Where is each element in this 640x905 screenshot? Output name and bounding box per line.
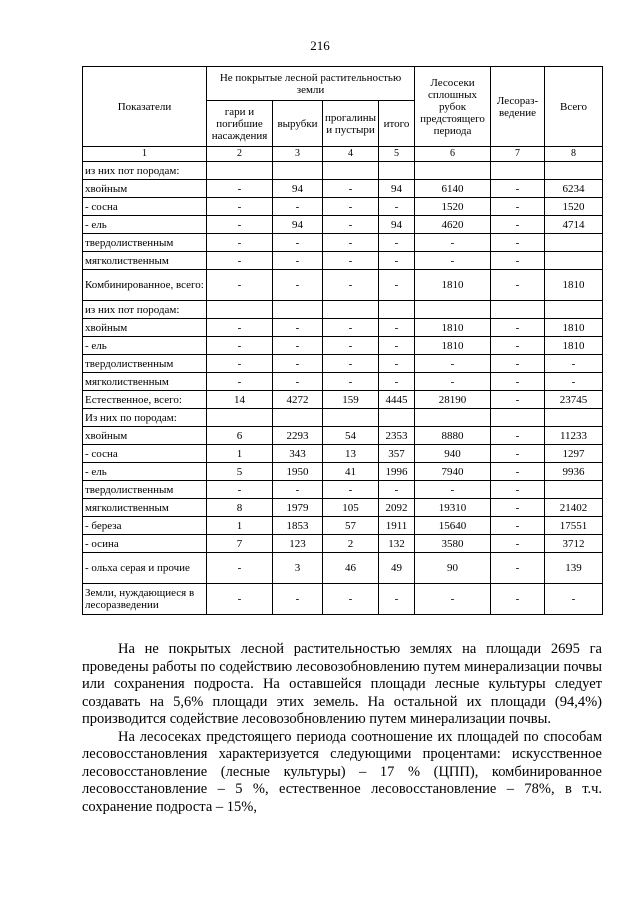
header-clearcuts: Лесосеки сплошных рубок предстоящего периода [415, 67, 491, 147]
table-cell: 6140 [415, 180, 491, 198]
table-cell: 1810 [415, 270, 491, 301]
table-cell: 7 [207, 535, 273, 553]
table-cell: - [379, 198, 415, 216]
table-cell: - [323, 234, 379, 252]
table-cell: - [207, 252, 273, 270]
table-cell: - [379, 481, 415, 499]
table-cell: - [379, 355, 415, 373]
table-cell: 54 [323, 427, 379, 445]
table-cell: 17551 [545, 517, 603, 535]
table-row [83, 517, 603, 535]
table-cell: - [379, 234, 415, 252]
table-row [83, 234, 603, 252]
table-cell: - [415, 373, 491, 391]
column-number: 3 [273, 147, 323, 162]
table-cell: - [273, 584, 323, 615]
paragraph: На не покрытых лесной растительностью землях на площади 2695 га проведены работы по содействию лесовозобновлению путем минерализации почвы или сохранения подроста. На оставшейся площади лесные культуры следует создавать на 5,6% площади этих земель. На остальной их площади (94,4%) производится содействие лесовозобновлению путем минерализации почвы. [82, 641, 602, 727]
table-cell: - [207, 234, 273, 252]
table-cell [491, 301, 545, 319]
table-cell [545, 481, 603, 499]
table-cell: - [491, 481, 545, 499]
table-cell: - [491, 198, 545, 216]
table-cell: 19310 [415, 499, 491, 517]
table-cell: 11233 [545, 427, 603, 445]
table-row [83, 198, 603, 216]
table-row [83, 162, 603, 180]
table-cell: - [415, 234, 491, 252]
table-cell: - [379, 373, 415, 391]
table-cell: - [207, 553, 273, 584]
table-cell: - [323, 481, 379, 499]
table-cell: 28190 [415, 391, 491, 409]
table-cell: 8880 [415, 427, 491, 445]
row-label: - ольха серая и прочие [83, 553, 207, 584]
table-cell: - [273, 198, 323, 216]
table-cell: 132 [379, 535, 415, 553]
column-number: 8 [545, 147, 603, 162]
table-cell: - [273, 234, 323, 252]
table-cell: - [491, 216, 545, 234]
table-cell: 7940 [415, 463, 491, 481]
table-cell: - [323, 319, 379, 337]
table-cell: 1810 [415, 319, 491, 337]
row-label: - ель [83, 337, 207, 355]
table-cell: 1 [207, 517, 273, 535]
header-forest-breeding: Лесораз-ведение [491, 67, 545, 147]
table-row [83, 270, 603, 301]
table-row [83, 553, 603, 584]
table-cell: 90 [415, 553, 491, 584]
table-cell: - [545, 373, 603, 391]
table-cell [207, 162, 273, 180]
table-cell [379, 409, 415, 427]
row-label: - ель [83, 216, 207, 234]
row-label: из них пот породам: [83, 301, 207, 319]
table-cell [323, 301, 379, 319]
table-row [83, 373, 603, 391]
table-row [83, 445, 603, 463]
table-cell [415, 301, 491, 319]
table-cell: - [207, 373, 273, 391]
table-cell: - [415, 584, 491, 615]
table-row [83, 216, 603, 234]
table-cell: 1950 [273, 463, 323, 481]
table-row [83, 301, 603, 319]
table-cell: 1520 [415, 198, 491, 216]
row-label: - сосна [83, 198, 207, 216]
table-cell: - [207, 584, 273, 615]
table-row [83, 499, 603, 517]
table-cell: - [207, 481, 273, 499]
table-cell: - [379, 337, 415, 355]
table-cell: - [273, 319, 323, 337]
table-cell: - [323, 270, 379, 301]
row-label: Из них по породам: [83, 409, 207, 427]
table-cell: - [491, 270, 545, 301]
table-cell: - [491, 517, 545, 535]
row-label: Комбинированное, всего: [83, 270, 207, 301]
table-cell [545, 252, 603, 270]
column-number: 2 [207, 147, 273, 162]
table-cell: - [491, 373, 545, 391]
table-row [83, 584, 603, 615]
table-cell: - [491, 584, 545, 615]
table-cell: 1810 [545, 270, 603, 301]
table-cell: - [207, 180, 273, 198]
page-number: 216 [310, 38, 330, 53]
table-cell: 4620 [415, 216, 491, 234]
table-cell: 3 [273, 553, 323, 584]
table-row [83, 463, 603, 481]
table-cell: - [323, 373, 379, 391]
table-cell: 14 [207, 391, 273, 409]
table-cell [273, 162, 323, 180]
table-cell: 21402 [545, 499, 603, 517]
table-cell: 49 [379, 553, 415, 584]
header-burned: гари и погибшие насаждения [207, 101, 273, 147]
table-cell: 357 [379, 445, 415, 463]
table-cell: 8 [207, 499, 273, 517]
table-cell: - [491, 535, 545, 553]
table-cell: 46 [323, 553, 379, 584]
table-cell: - [323, 355, 379, 373]
table-cell: 123 [273, 535, 323, 553]
table-cell [491, 162, 545, 180]
row-label: хвойным [83, 427, 207, 445]
table-cell: - [323, 584, 379, 615]
table-cell: 13 [323, 445, 379, 463]
table-cell: 139 [545, 553, 603, 584]
table-cell: - [323, 198, 379, 216]
table-cell: - [545, 584, 603, 615]
table-cell: 1810 [545, 337, 603, 355]
table-cell: - [207, 355, 273, 373]
table-cell [379, 301, 415, 319]
table-cell: 1520 [545, 198, 603, 216]
header-not-covered: Не покрытые лесной растительностью земли [207, 67, 415, 101]
paragraph: На лесосеках предстоящего периода соотношение их площадей по способам лесовосстановления характеризуется следующими процентами: искусственное лесовосстановление (лесные культуры) – 17 % (ЦПП), комбинированное лесовосстановление – 5 %, естественное лесовосстановление – 78%, в т.ч. сохранение подроста – 15%, [82, 728, 602, 815]
table-row [83, 180, 603, 198]
table-cell: - [273, 481, 323, 499]
row-label: мягколиственным [83, 499, 207, 517]
table-row [83, 355, 603, 373]
table-cell: 94 [273, 216, 323, 234]
table-cell: - [491, 252, 545, 270]
table-cell [415, 409, 491, 427]
row-label: Естественное, всего: [83, 391, 207, 409]
row-label: - ель [83, 463, 207, 481]
table-cell: 1853 [273, 517, 323, 535]
table-row [83, 337, 603, 355]
table-cell: 94 [379, 216, 415, 234]
table-cell: - [491, 463, 545, 481]
table-cell: - [273, 252, 323, 270]
row-label: хвойным [83, 180, 207, 198]
table-cell [545, 409, 603, 427]
row-label: из них пот породам: [83, 162, 207, 180]
body-text [82, 641, 602, 816]
table-cell [207, 301, 273, 319]
row-label: мягколиственным [83, 252, 207, 270]
table-cell: 343 [273, 445, 323, 463]
column-number: 1 [83, 147, 207, 162]
table-cell: - [379, 584, 415, 615]
table-cell: 3580 [415, 535, 491, 553]
row-label: - береза [83, 517, 207, 535]
table-cell: 1810 [415, 337, 491, 355]
table-cell: - [545, 355, 603, 373]
table-cell: - [273, 373, 323, 391]
column-number: 4 [323, 147, 379, 162]
table-cell: - [491, 180, 545, 198]
table-cell: - [491, 427, 545, 445]
table-cell [491, 409, 545, 427]
table-cell [273, 301, 323, 319]
table-cell: 9936 [545, 463, 603, 481]
table-cell: 1996 [379, 463, 415, 481]
table-cell: - [415, 355, 491, 373]
reforestation-table [82, 66, 603, 615]
table-cell: 1 [207, 445, 273, 463]
table-cell: 15640 [415, 517, 491, 535]
table-cell [273, 409, 323, 427]
table-row [83, 481, 603, 499]
header-glades: прогалины и пустыри [323, 101, 379, 147]
table-cell: - [207, 337, 273, 355]
table-row [83, 535, 603, 553]
table-row [83, 409, 603, 427]
table-cell: 105 [323, 499, 379, 517]
table-cell: 6 [207, 427, 273, 445]
table-row [83, 427, 603, 445]
table-cell [207, 409, 273, 427]
table-cell: 4714 [545, 216, 603, 234]
table-cell: 1911 [379, 517, 415, 535]
table-cell [415, 162, 491, 180]
column-number: 7 [491, 147, 545, 162]
table-cell: - [491, 337, 545, 355]
table-cell: - [273, 337, 323, 355]
table-cell: 2092 [379, 499, 415, 517]
table-cell: 1979 [273, 499, 323, 517]
table-cell: - [207, 216, 273, 234]
table-cell: 6234 [545, 180, 603, 198]
table-cell: - [273, 355, 323, 373]
row-label: Земли, нуждающиеся в лесоразведении [83, 584, 207, 615]
row-label: твердолиственным [83, 355, 207, 373]
row-label: - осина [83, 535, 207, 553]
header-indicators: Показатели [83, 67, 207, 147]
table-cell: 2293 [273, 427, 323, 445]
table-cell: 57 [323, 517, 379, 535]
row-label: твердолиственным [83, 481, 207, 499]
table-cell: 2353 [379, 427, 415, 445]
table-cell: 2 [323, 535, 379, 553]
table-cell [379, 162, 415, 180]
table-cell: - [491, 499, 545, 517]
table-cell [545, 234, 603, 252]
table-cell: - [207, 270, 273, 301]
table-row [83, 252, 603, 270]
header-cutovers: вырубки [273, 101, 323, 147]
table-cell: 94 [273, 180, 323, 198]
table-cell: 5 [207, 463, 273, 481]
table-cell: - [379, 270, 415, 301]
table-row [83, 391, 603, 409]
header-total: итого [379, 101, 415, 147]
table-cell [323, 409, 379, 427]
column-numbers-row [83, 147, 603, 162]
table-cell: 159 [323, 391, 379, 409]
table-cell: - [491, 234, 545, 252]
table-cell: 1297 [545, 445, 603, 463]
table-cell [545, 162, 603, 180]
table-cell: - [491, 355, 545, 373]
table-cell: 4445 [379, 391, 415, 409]
table-cell: 940 [415, 445, 491, 463]
table-cell [545, 301, 603, 319]
table-cell: - [379, 252, 415, 270]
table-cell: - [491, 319, 545, 337]
table-cell [323, 162, 379, 180]
table-cell: 1810 [545, 319, 603, 337]
table-cell: - [323, 252, 379, 270]
table-cell: 4272 [273, 391, 323, 409]
table-cell: - [323, 216, 379, 234]
table-cell: - [323, 180, 379, 198]
row-label: твердолиственным [83, 234, 207, 252]
row-label: - сосна [83, 445, 207, 463]
table-cell: - [491, 445, 545, 463]
table-cell: - [273, 270, 323, 301]
column-number: 5 [379, 147, 415, 162]
table-cell: - [207, 198, 273, 216]
row-label: мягколиственным [83, 373, 207, 391]
table-cell: 23745 [545, 391, 603, 409]
table-cell: - [415, 481, 491, 499]
row-label: хвойным [83, 319, 207, 337]
table-cell: - [415, 252, 491, 270]
table-cell: 41 [323, 463, 379, 481]
column-number: 6 [415, 147, 491, 162]
table-cell: - [379, 319, 415, 337]
table-cell: - [207, 319, 273, 337]
table-cell: - [323, 337, 379, 355]
table-cell: 94 [379, 180, 415, 198]
table-cell: - [491, 391, 545, 409]
header-all: Всего [545, 67, 603, 147]
table-cell: - [491, 553, 545, 584]
table-cell: 3712 [545, 535, 603, 553]
table-row [83, 319, 603, 337]
